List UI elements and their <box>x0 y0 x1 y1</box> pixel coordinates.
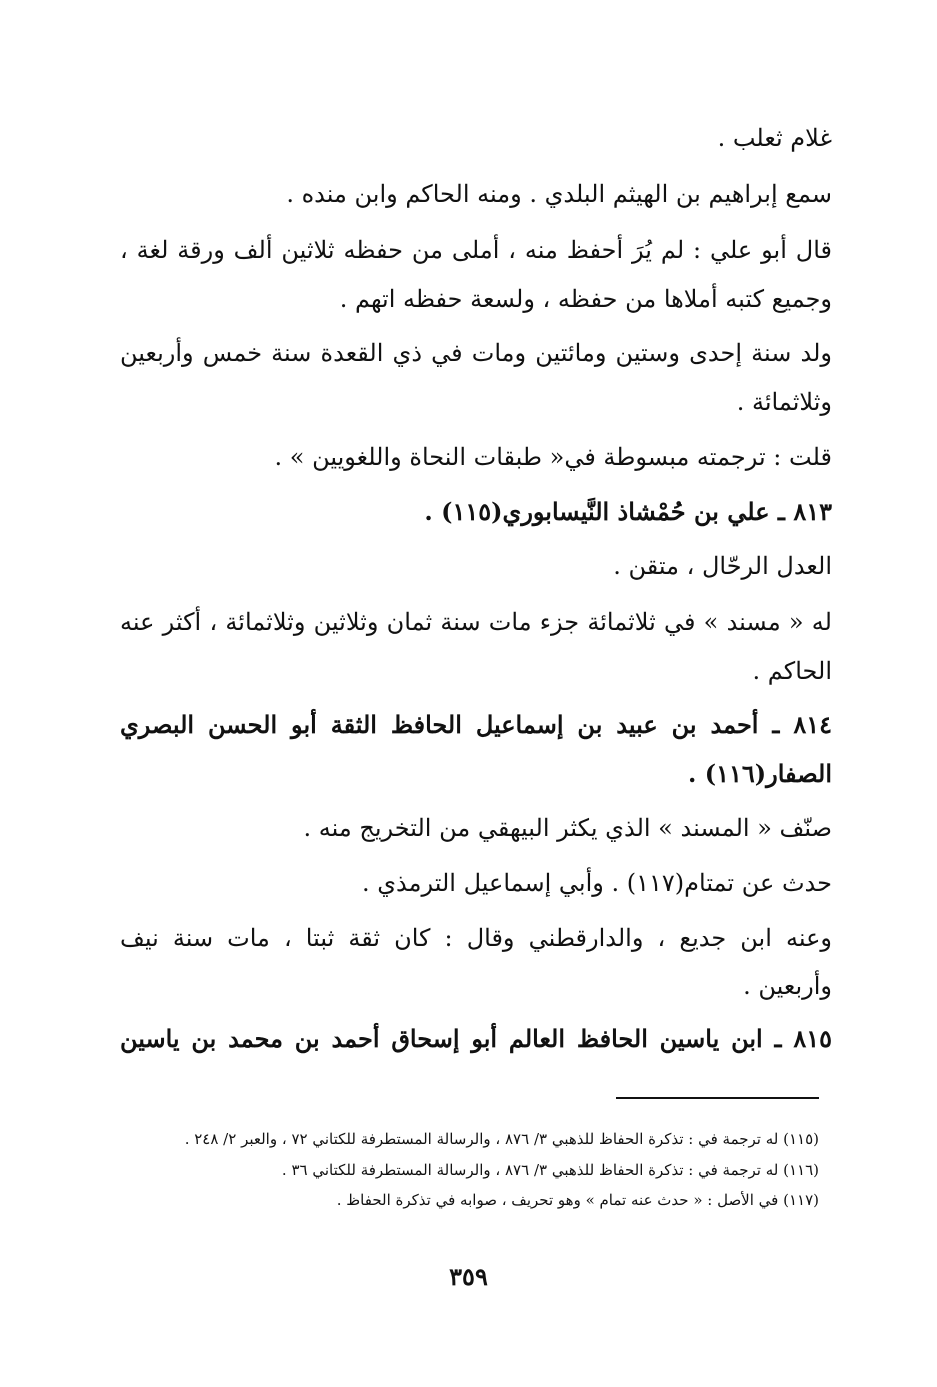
text-line: قال أبو علي : لم يُرَ أحفظ منه ، أملى من حفظه ثلاثين ألف ورقة لغة ، <box>120 236 832 264</box>
text-line: وجميع كتبه أملاها من حفظه ، ولسعة حفظه اتهم . <box>339 285 832 313</box>
footnote-116: (١١٦) له ترجمة في : تذكرة الحفاظ للذهبي ٣/ ٨٧٦ ، والرسالة المستطرفة للكتاني ٣٦ . <box>281 1161 819 1179</box>
text-line: له « مسند » في ثلاثمائة جزء مات سنة ثمان وثلاثين وثلاثمائة ، أكثر عنه <box>120 608 832 636</box>
footnote-115: (١١٥) له ترجمة في : تذكرة الحفاظ للذهبي ٣/ ٨٧٦ ، والرسالة المستطرفة للكتاني ٧٢ ، والعبر ٢/ ٢٤٨ . <box>184 1130 819 1148</box>
entry-heading-813: ٨١٣ ـ علي بن حُمْشاذ النَّيسابوري(١١٥) . <box>424 497 832 526</box>
page-number: ٣٥٩ <box>449 1262 488 1291</box>
text-line: قلت : ترجمته مبسوطة في« طبقات النحاة واللغويين » . <box>274 443 832 471</box>
text-line: وعنه ابن جديع ، والدارقطني وقال : كان ثقة ثبتا ، مات سنة نيف <box>120 924 832 952</box>
entry-heading-815: ٨١٥ ـ ابن ياسين الحافظ العالم أبو إسحاق أحمد بن محمد بن ياسين <box>120 1024 832 1053</box>
text-line: الحاكم . <box>752 657 832 685</box>
text-line: سمع إبراهيم بن الهيثم البلدي . ومنه الحاكم وابن منده . <box>286 180 832 208</box>
footnote-117: (١١٧) في الأصل : « حدث عنه تمام » وهو تحريف ، صوابه في تذكرة الحفاظ . <box>336 1191 819 1209</box>
text-line: غلام ثعلب . <box>717 124 832 152</box>
text-line: حدث عن تمتام(١١٧) . وأبي إسماعيل الترمذي . <box>361 869 832 897</box>
footnote-separator <box>616 1097 819 1099</box>
text-line: ولد سنة إحدى وستين ومائتين ومات في ذي القعدة سنة خمس وأربعين <box>120 339 832 367</box>
text-line: وثلاثمائة . <box>736 388 832 416</box>
text-line: وأربعين . <box>743 972 832 1000</box>
text-line: العدل الرحّال ، متقن . <box>613 552 832 580</box>
text-line: صنّف « المسند » الذي يكثر البيهقي من التخريج منه . <box>303 814 832 842</box>
entry-heading-814-cont: الصفار(١١٦) . <box>688 759 832 788</box>
entry-heading-814: ٨١٤ ـ أحمد بن عبيد بن إسماعيل الحافظ الثقة أبو الحسن البصري <box>120 710 832 739</box>
